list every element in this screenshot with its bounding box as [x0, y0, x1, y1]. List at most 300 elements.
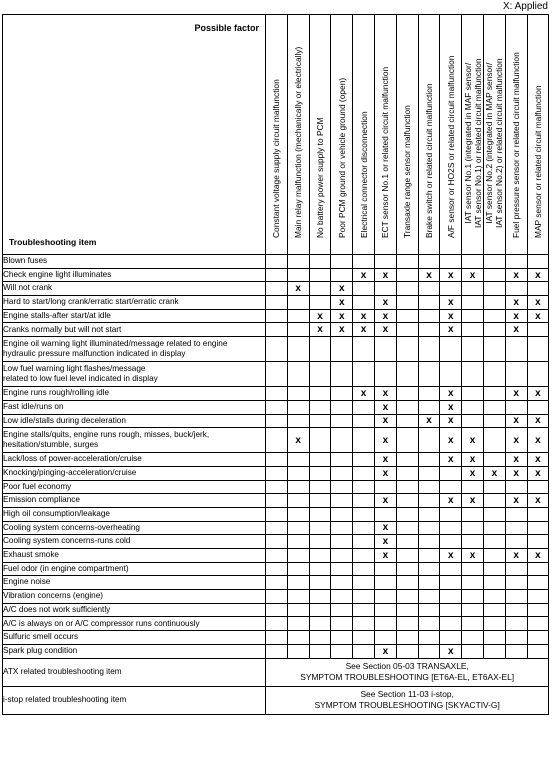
applied-mark-cell: x [331, 309, 353, 323]
applied-mark-cell [462, 603, 484, 617]
applied-mark-cell [353, 617, 375, 631]
factor-column-label [293, 47, 303, 238]
applied-mark-cell: x [505, 414, 527, 428]
symptom-item-cell [3, 480, 266, 494]
applied-mark-cell [396, 521, 418, 535]
applied-mark-cell [527, 255, 549, 269]
applied-mark-cell [462, 282, 484, 296]
symptom-item-label: Poor fuel economy [3, 481, 72, 491]
applied-mark-cell [483, 590, 505, 604]
symptom-item-label: Vibration concerns (engine) [3, 591, 103, 601]
symptom-item-label: Spark plug condition [3, 645, 78, 655]
applied-mark-cell [527, 480, 549, 494]
applied-mark-cell: x [440, 400, 462, 414]
applied-mark-cell [396, 562, 418, 576]
applied-mark-cell: x [505, 453, 527, 467]
applied-mark-cell [287, 255, 309, 269]
applied-mark-cell [353, 494, 375, 508]
symptom-item-cell [3, 323, 266, 337]
applied-mark-cell [505, 562, 527, 576]
symptom-item-label: Knocking/pinging-acceleration/cruise [3, 467, 137, 477]
applied-mark-cell [353, 282, 375, 296]
applied-mark-cell [527, 590, 549, 604]
applied-mark-cell [483, 576, 505, 590]
factor-column-header [527, 15, 549, 255]
applied-mark-cell [266, 453, 288, 467]
applied-mark-cell [462, 631, 484, 645]
applied-mark-cell [266, 617, 288, 631]
applied-mark-cell [505, 590, 527, 604]
applied-mark-cell [462, 507, 484, 521]
applied-mark-cell [266, 296, 288, 310]
cross-reference-text [266, 658, 549, 686]
applied-mark-cell [287, 453, 309, 467]
symptom-item-cell [3, 603, 266, 617]
applied-mark-cell [309, 507, 331, 521]
symptom-item-cell [3, 296, 266, 310]
applied-mark-cell [374, 603, 396, 617]
applied-mark-cell [396, 535, 418, 549]
symptom-item-cell [3, 268, 266, 282]
applied-mark-cell: x [374, 268, 396, 282]
applied-mark-cell: x [527, 309, 549, 323]
applied-mark-cell [483, 282, 505, 296]
applied-mark-cell [418, 535, 440, 549]
symptom-row [3, 562, 549, 576]
applied-mark-cell [396, 414, 418, 428]
applied-mark-cell [287, 480, 309, 494]
applied-mark-cell [483, 521, 505, 535]
symptom-item-cell [3, 282, 266, 296]
symptom-row [3, 535, 549, 549]
applied-mark-cell [440, 631, 462, 645]
symptom-matrix-table [2, 14, 549, 715]
factor-column-label [271, 79, 281, 238]
symptom-item-label: Engine stalls-after start/at idle [3, 310, 111, 320]
symptom-item-label: Check engine light illuminates [3, 269, 112, 279]
applied-mark-cell [440, 562, 462, 576]
applied-mark-cell [266, 400, 288, 414]
applied-mark-cell [287, 309, 309, 323]
symptom-item-label: A/C is always on or A/C compressor runs continuously [3, 618, 200, 628]
symptom-item-label: Low fuel warning light flashes/message [3, 363, 146, 373]
applied-mark-cell [418, 428, 440, 453]
applied-mark-cell [418, 296, 440, 310]
applied-mark-cell [418, 323, 440, 337]
applied-mark-cell [309, 255, 331, 269]
applied-mark-cell [505, 480, 527, 494]
symptom-row [3, 603, 549, 617]
applied-mark-cell [505, 535, 527, 549]
applied-mark-cell [374, 631, 396, 645]
symptom-row [3, 428, 549, 453]
applied-mark-cell [418, 576, 440, 590]
applied-mark-cell [462, 296, 484, 310]
applied-mark-cell [374, 562, 396, 576]
applied-mark-cell [309, 521, 331, 535]
applied-mark-cell: x [374, 428, 396, 453]
applied-mark-cell: x [440, 309, 462, 323]
applied-mark-cell: x [505, 268, 527, 282]
cross-reference-line: See Section 11-03 i-stop, [360, 689, 454, 699]
applied-mark-cell: x [527, 296, 549, 310]
applied-mark-cell [309, 296, 331, 310]
applied-mark-cell [331, 428, 353, 453]
applied-mark-cell [440, 521, 462, 535]
factor-column-header [374, 15, 396, 255]
symptom-item-cell [3, 631, 266, 645]
applied-mark-cell [266, 494, 288, 508]
symptom-item-cell [3, 414, 266, 428]
symptom-item-label: Lack/loss of power-acceleration/cruise [3, 454, 142, 464]
applied-mark-cell [483, 617, 505, 631]
applied-mark-cell [396, 296, 418, 310]
applied-mark-cell [374, 362, 396, 387]
cross-reference-row [3, 686, 549, 714]
applied-mark-cell: x [440, 428, 462, 453]
applied-mark-cell [287, 400, 309, 414]
cross-reference-text [266, 686, 549, 714]
symptom-item-label: Exhaust smoke [3, 550, 59, 560]
applied-mark-cell [331, 603, 353, 617]
applied-mark-cell [266, 507, 288, 521]
factor-column-label-line: IAT sensor No.1) or related circuit malfunction [472, 58, 483, 228]
applied-mark-cell [483, 494, 505, 508]
factor-column-header [396, 15, 418, 255]
applied-mark-cell [331, 362, 353, 387]
applied-mark-cell [462, 590, 484, 604]
applied-mark-cell [353, 590, 375, 604]
applied-mark-cell [396, 480, 418, 494]
symptom-item-label: Low idle/stalls during deceleration [3, 415, 126, 425]
factor-column-header [462, 15, 484, 255]
symptom-item-cell [3, 521, 266, 535]
applied-mark-cell [331, 480, 353, 494]
applied-mark-cell [396, 507, 418, 521]
applied-mark-cell: x [505, 387, 527, 401]
factor-column-label [511, 52, 521, 238]
factor-column-header [483, 15, 505, 255]
applied-mark-cell [331, 507, 353, 521]
applied-mark-cell [331, 466, 353, 480]
symptom-item-cell [3, 337, 266, 362]
applied-mark-cell [440, 617, 462, 631]
applied-mark-cell: x [527, 549, 549, 563]
applied-mark-cell [483, 644, 505, 658]
applied-mark-cell [418, 631, 440, 645]
applied-mark-cell [483, 414, 505, 428]
possible-factor-heading: Possible factor [194, 23, 259, 33]
applied-mark-cell [462, 400, 484, 414]
applied-mark-cell [440, 466, 462, 480]
applied-mark-cell [396, 631, 418, 645]
applied-mark-cell [505, 337, 527, 362]
applied-mark-cell: x [309, 309, 331, 323]
applied-mark-cell [287, 549, 309, 563]
applied-mark-cell [505, 362, 527, 387]
applied-mark-cell [462, 521, 484, 535]
applied-mark-cell: x [374, 521, 396, 535]
applied-mark-cell: x [374, 387, 396, 401]
applied-mark-cell [331, 414, 353, 428]
symptom-row [3, 480, 549, 494]
applied-mark-cell [418, 453, 440, 467]
applied-mark-cell: x [527, 428, 549, 453]
applied-mark-cell [440, 507, 462, 521]
applied-mark-cell [483, 387, 505, 401]
applied-mark-cell [483, 507, 505, 521]
applied-mark-cell: x [505, 466, 527, 480]
applied-mark-cell [527, 535, 549, 549]
applied-mark-cell [440, 535, 462, 549]
applied-mark-cell [483, 480, 505, 494]
symptom-item-cell [3, 466, 266, 480]
applied-mark-cell: x [440, 387, 462, 401]
applied-mark-cell [527, 323, 549, 337]
applied-mark-cell [418, 387, 440, 401]
applied-mark-cell [505, 644, 527, 658]
applied-mark-cell: x [527, 387, 549, 401]
symptom-row [3, 507, 549, 521]
applied-mark-cell [374, 255, 396, 269]
applied-mark-cell [396, 617, 418, 631]
symptom-item-cell [3, 576, 266, 590]
applied-mark-cell [266, 466, 288, 480]
symptom-row [3, 362, 549, 387]
applied-mark-cell [396, 309, 418, 323]
symptom-item-cell [3, 494, 266, 508]
applied-mark-cell [418, 309, 440, 323]
applied-mark-cell [527, 562, 549, 576]
applied-mark-cell [396, 268, 418, 282]
factor-column-label-line: IAT sensor No.1 (integrated in MAF sensor/ [462, 62, 473, 224]
factor-column-label-line: Transaxle range sensor malfunction [402, 105, 413, 238]
applied-mark-cell [266, 590, 288, 604]
factor-column-label [380, 67, 390, 238]
applied-mark-cell [266, 603, 288, 617]
symptom-row [3, 644, 549, 658]
applied-mark-cell [309, 387, 331, 401]
applied-mark-cell [483, 323, 505, 337]
applied-mark-cell [527, 507, 549, 521]
applied-mark-cell: x [374, 535, 396, 549]
applied-mark-cell: x [462, 268, 484, 282]
applied-mark-cell [483, 309, 505, 323]
applied-mark-cell [287, 535, 309, 549]
applied-mark-cell [266, 387, 288, 401]
applied-mark-cell [266, 521, 288, 535]
applied-mark-cell [418, 549, 440, 563]
symptom-row [3, 309, 549, 323]
header-row [3, 15, 549, 255]
applied-mark-cell [287, 466, 309, 480]
applied-mark-cell [287, 576, 309, 590]
applied-mark-cell [527, 603, 549, 617]
applied-mark-cell [462, 323, 484, 337]
symptom-row [3, 466, 549, 480]
applied-mark-cell [309, 644, 331, 658]
applied-mark-cell [483, 400, 505, 414]
applied-mark-cell [396, 387, 418, 401]
applied-mark-cell: x [440, 414, 462, 428]
applied-mark-cell: x [440, 323, 462, 337]
symptom-item-cell [3, 507, 266, 521]
applied-mark-cell [396, 494, 418, 508]
applied-mark-cell [309, 494, 331, 508]
applied-mark-cell [418, 480, 440, 494]
factor-column-label-line: Electrical connector disconnection [358, 111, 369, 238]
applied-mark-cell [505, 400, 527, 414]
applied-mark-cell [527, 644, 549, 658]
applied-mark-cell [331, 521, 353, 535]
factor-column-header [440, 15, 462, 255]
applied-mark-cell [309, 453, 331, 467]
applied-mark-cell [287, 521, 309, 535]
applied-mark-cell [331, 631, 353, 645]
applied-mark-cell [527, 337, 549, 362]
applied-mark-cell [287, 617, 309, 631]
applied-mark-cell [309, 337, 331, 362]
applied-mark-cell [440, 576, 462, 590]
applied-mark-cell [353, 428, 375, 453]
applied-mark-cell [396, 466, 418, 480]
applied-mark-cell: x [462, 549, 484, 563]
applied-mark-cell [527, 617, 549, 631]
applied-mark-cell [309, 590, 331, 604]
applied-mark-cell [266, 282, 288, 296]
applied-mark-cell: x [374, 494, 396, 508]
applied-mark-cell [353, 453, 375, 467]
applied-mark-cell: x [505, 323, 527, 337]
factor-column-label-line: No battery power supply to PCM [314, 117, 325, 238]
factor-column-header [353, 15, 375, 255]
applied-mark-cell [418, 282, 440, 296]
applied-mark-cell [331, 535, 353, 549]
symptom-item-label: Engine stalls/quits, engine runs rough, misses, buck/jerk, [3, 429, 210, 439]
applied-mark-cell [396, 549, 418, 563]
applied-mark-cell: x [418, 268, 440, 282]
applied-mark-cell [374, 617, 396, 631]
symptom-item-label: Hard to start/long crank/erratic start/erratic crank [3, 297, 179, 307]
applied-mark-cell [440, 255, 462, 269]
applied-mark-cell [331, 337, 353, 362]
symptom-item-cell [3, 309, 266, 323]
applied-mark-cell [396, 603, 418, 617]
cross-reference-line: See Section 05-03 TRANSAXLE, [345, 661, 469, 671]
applied-mark-cell [527, 282, 549, 296]
applied-mark-cell: x [374, 644, 396, 658]
symptom-row [3, 453, 549, 467]
applied-mark-cell: x [374, 466, 396, 480]
factor-column-header [309, 15, 331, 255]
symptom-row [3, 400, 549, 414]
applied-mark-cell [483, 535, 505, 549]
applied-mark-cell [266, 323, 288, 337]
symptom-item-label: A/C does not work sufficiently [3, 604, 111, 614]
applied-mark-cell [374, 576, 396, 590]
applied-mark-cell [396, 644, 418, 658]
applied-mark-cell [527, 521, 549, 535]
symptom-item-cell [3, 617, 266, 631]
applied-mark-cell [396, 400, 418, 414]
factor-column-label [463, 58, 483, 228]
applied-mark-cell [483, 631, 505, 645]
applied-mark-cell [505, 521, 527, 535]
applied-mark-cell [374, 507, 396, 521]
applied-mark-cell: x [505, 494, 527, 508]
applied-mark-cell [462, 414, 484, 428]
factor-column-label-line: IAT sensor No.2 (integrated in MAP sensor/ [484, 62, 495, 224]
applied-mark-cell [287, 603, 309, 617]
applied-mark-cell: x [374, 309, 396, 323]
symptom-item-cell [3, 362, 266, 387]
factor-column-label-line: Brake switch or related circuit malfunction [423, 83, 434, 238]
applied-mark-cell: x [462, 428, 484, 453]
applied-mark-cell [287, 507, 309, 521]
applied-mark-cell [353, 466, 375, 480]
applied-mark-cell [309, 576, 331, 590]
factor-column-label [337, 78, 347, 238]
applied-mark-cell [331, 268, 353, 282]
symptom-item-cell [3, 562, 266, 576]
applied-mark-cell [331, 387, 353, 401]
applied-mark-cell [309, 428, 331, 453]
applied-mark-cell [331, 590, 353, 604]
applied-mark-cell: x [505, 296, 527, 310]
applied-mark-cell: x [527, 268, 549, 282]
symptom-item-label: Engine oil warning light illuminated/message related to engine [3, 338, 228, 348]
symptom-item-cell [3, 453, 266, 467]
applied-mark-cell [353, 631, 375, 645]
applied-mark-cell [374, 282, 396, 296]
applied-mark-cell [440, 590, 462, 604]
symptom-row [3, 282, 549, 296]
applied-mark-cell: x [309, 323, 331, 337]
applied-mark-cell: x [331, 296, 353, 310]
applied-mark-cell [309, 400, 331, 414]
applied-mark-cell [353, 480, 375, 494]
applied-mark-cell: x [374, 453, 396, 467]
factor-column-label-line: Constant voltage supply circuit malfunction [271, 79, 282, 238]
symptom-row [3, 323, 549, 337]
symptom-item-cell [3, 428, 266, 453]
cross-reference-item: ATX related troubleshooting item [3, 658, 266, 686]
applied-mark-cell [353, 576, 375, 590]
applied-mark-cell: x [440, 644, 462, 658]
applied-mark-cell [440, 480, 462, 494]
symptom-item-cell [3, 387, 266, 401]
applied-mark-cell [396, 428, 418, 453]
applied-mark-cell [353, 507, 375, 521]
applied-mark-cell: x [440, 494, 462, 508]
symptom-item-label: hesitation/stumble, surges [3, 440, 99, 450]
cross-reference-line: SYMPTOM TROUBLESHOOTING [SKYACTIV-G] [314, 700, 500, 710]
symptom-item-label: Blown fuses [3, 256, 48, 266]
applied-mark-cell: x [527, 414, 549, 428]
applied-mark-cell [483, 296, 505, 310]
applied-mark-cell [462, 255, 484, 269]
applied-mark-cell [353, 644, 375, 658]
applied-mark-cell [396, 255, 418, 269]
applied-mark-cell [527, 362, 549, 387]
applied-mark-cell: x [505, 549, 527, 563]
applied-mark-cell [462, 617, 484, 631]
applied-mark-cell [309, 414, 331, 428]
applied-mark-cell [418, 494, 440, 508]
applied-mark-cell [266, 268, 288, 282]
applied-mark-cell [331, 576, 353, 590]
applied-mark-cell [505, 631, 527, 645]
